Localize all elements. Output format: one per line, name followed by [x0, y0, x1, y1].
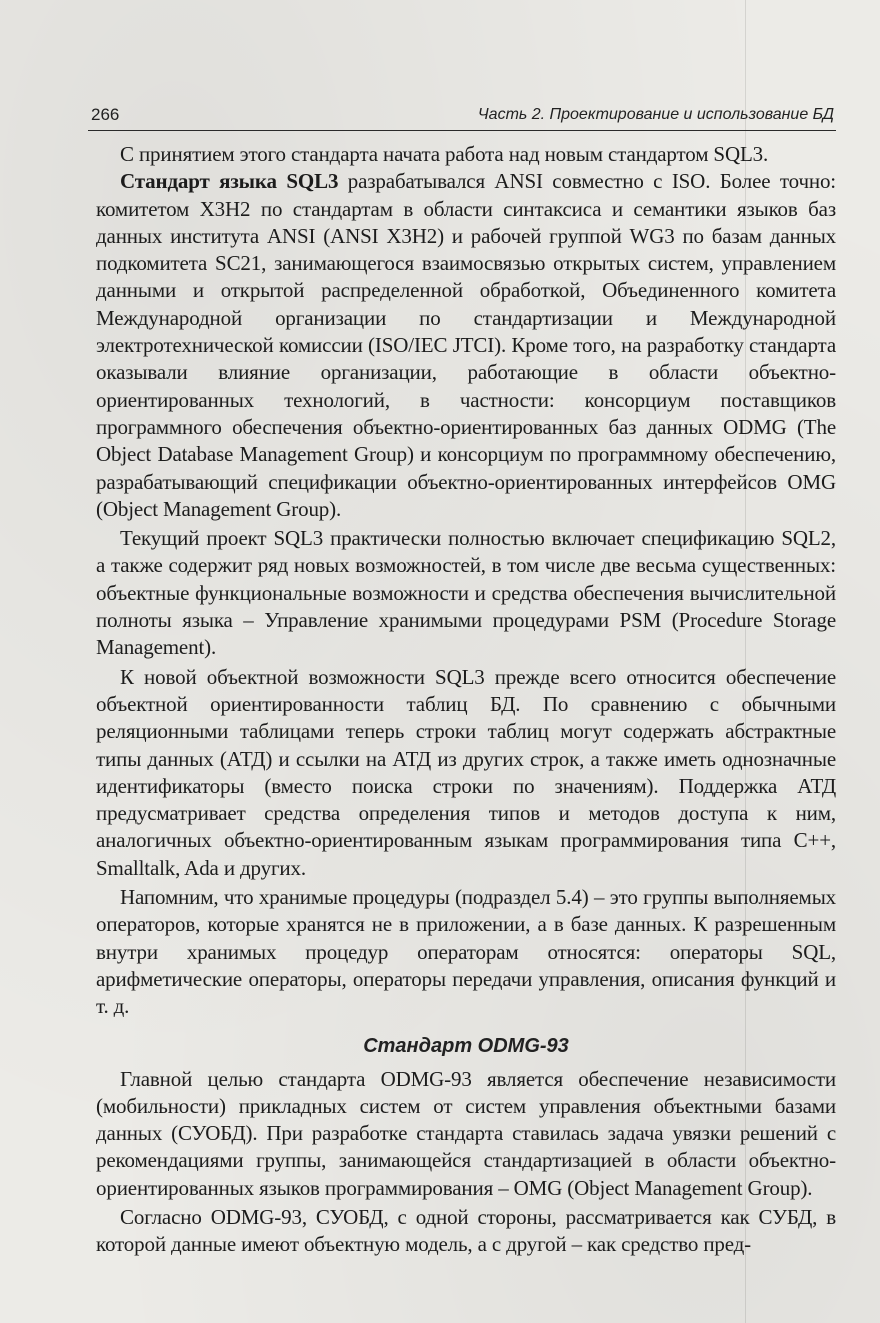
paragraph-text: разрабатывался ANSI совместно с ISO. Более точно: комитетом X3H2 по стандартам в области синтаксиса и семантики языков баз данных института ANSI (ANSI X3H2) и рабочей группой WG3 по базам данных подкомитета SC21, занимающегося взаимосвязью открытых систем, управлением данными и открытой распределенной обработкой, Объединенного комитета Международной организации по стандартизации и Международной электротехнической комиссии (ISO/IEC JTCI). Кроме того, на разработку стандарта оказывали влияние организации, работающие в области объектно-ориентированных технологий, в частности: консорциум поставщиков программного обеспечения объектно-ориентированных баз данных ODMG (The Object Database Management Group) и консорциум по программному обеспечению, разрабатывающий спецификации объектно-ориентированных интерфейсов OMG (Object Management Group).: [96, 169, 836, 521]
bold-term: Стандарт языка SQL3: [120, 169, 339, 194]
paragraph: К новой объектной возможности SQL3 прежде всего относится обеспечение объектной ориентированности таблиц БД. По сравнению с обычными реляционными таблицами теперь строки таблиц могут содержать абстрактные типы данных (АТД) и ссылки на АТД из других строк, а также иметь однозначные идентификаторы (вместо поиска строки по значениям). Поддержка АТД предусматривает средства определения типов и методов доступа к ним, аналогичных объектно-ориентированным языкам программирования типа C++, Smalltalk, Ada и других.: [96, 664, 836, 880]
paragraph: Главной целью стандарта ODMG-93 является обеспечение независимости (мобильности) прикладных систем от систем управления объектными базами данных (СУОБД). При разработке стандарта ставилась задача увязки решений с рекомендациями группы, занимающейся стандартизацией в области объектно-ориентированных языков программирования – OMG (Object Management Group).: [96, 1066, 836, 1200]
paragraph: [96, 168, 836, 523]
paragraph: Согласно ODMG-93, СУОБД, с одной стороны, рассматривается как СУБД, в которой данные имеют объектную модель, а с другой – как средство пред-: [96, 1204, 836, 1257]
paragraph: С принятием этого стандарта начата работа над новым стандартом SQL3.: [120, 142, 769, 166]
paragraph: Напомним, что хранимые процедуры (подраздел 5.4) – это группы выполняемых операторов, которые хранятся не в приложении, а в базе данных. К разрешенным внутри хранимых процедур операторам относятся: операторы SQL, арифметические операторы, операторы передачи управления, описания функций и т. д.: [96, 885, 836, 1019]
running-title: Часть 2. Проектирование и использование БД: [477, 106, 834, 123]
page-body: [96, 141, 836, 1259]
paragraph: Текущий проект SQL3 практически полностью включает спецификацию SQL2, а также содержит ряд новых возможностей, в том числе две весьма существенных: объектные функциональные возможности и средства обеспечения вычислительной полноты языка – Управление хранимыми процедурами PSM (Procedure Storage Management).: [96, 526, 836, 660]
page-header: [88, 102, 836, 131]
section-subheading: Стандарт ODMG-93: [363, 1034, 569, 1057]
page-number: 266: [91, 105, 120, 124]
